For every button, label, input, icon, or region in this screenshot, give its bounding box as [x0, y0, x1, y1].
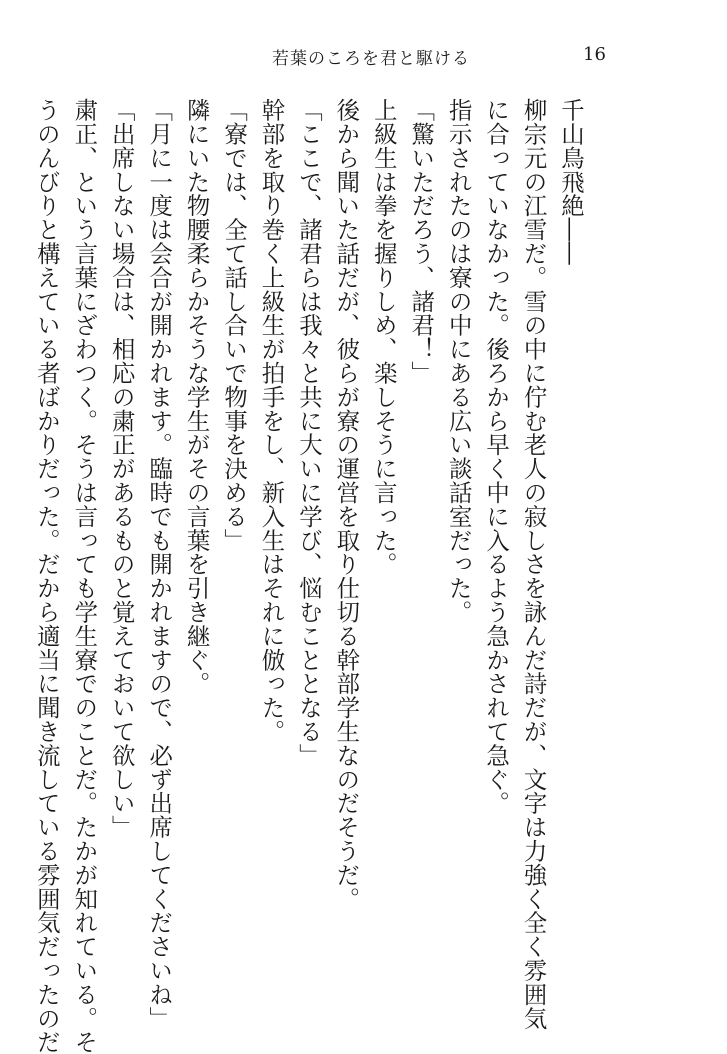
page-header	[0, 44, 727, 74]
text-line: 「驚いただろう、諸君！」	[407, 98, 436, 385]
text-line: うのんびりと構えている者ばかりだった。だから適当に聞き流している雰囲気だったのだ	[32, 98, 61, 1054]
page-number: 16	[583, 44, 606, 65]
text-line: 柳宗元の江雪だ。雪の中に佇む老人の寂しさを詠んだ詩だが、文字は力強く全く雰囲気	[519, 98, 548, 1031]
text-line: 「月に一度は会合が開かれます。臨時でも開かれますので、必ず出席してくださいね」	[145, 98, 174, 1031]
running-title: 若葉のころを君と駆ける	[272, 49, 470, 69]
text-line: 千山鳥飛絶――	[557, 98, 585, 266]
text-line: 上級生は拳を握りしめ、楽しそうに言った。	[369, 98, 398, 576]
text-line: 「ここで、諸君らは我々と共に大いに学び、悩むこととなる」	[294, 98, 323, 768]
text-line: 隣にいた物腰柔らかそうな学生がその言葉を引き継ぐ。	[182, 98, 211, 696]
text-line: 粛正、という言葉にざわつく。そうは言っても学生寮でのことだ。たかが知れている。そ	[70, 98, 99, 1054]
text-line: 「出席しない場合は、相応の粛正があるものと覚えておいて欲しい」	[107, 98, 136, 839]
text-line: に合っていなかった。後ろから早く中に入るよう急かされて急ぐ。	[482, 98, 511, 815]
text-line: 幹部を取り巻く上級生が拍手をし、新入生はそれに倣った。	[257, 98, 286, 744]
text-line: 「寮では、全て話し合いで物事を決める」	[220, 98, 249, 553]
text-line: 指示されたのは寮の中にある広い談話室だった。	[444, 98, 473, 624]
text-line: 後から聞いた話だが、彼らが寮の運営を取り仕切る幹部学生なのだそうだ。	[332, 98, 361, 911]
vertical-body-text	[27, 98, 589, 1054]
